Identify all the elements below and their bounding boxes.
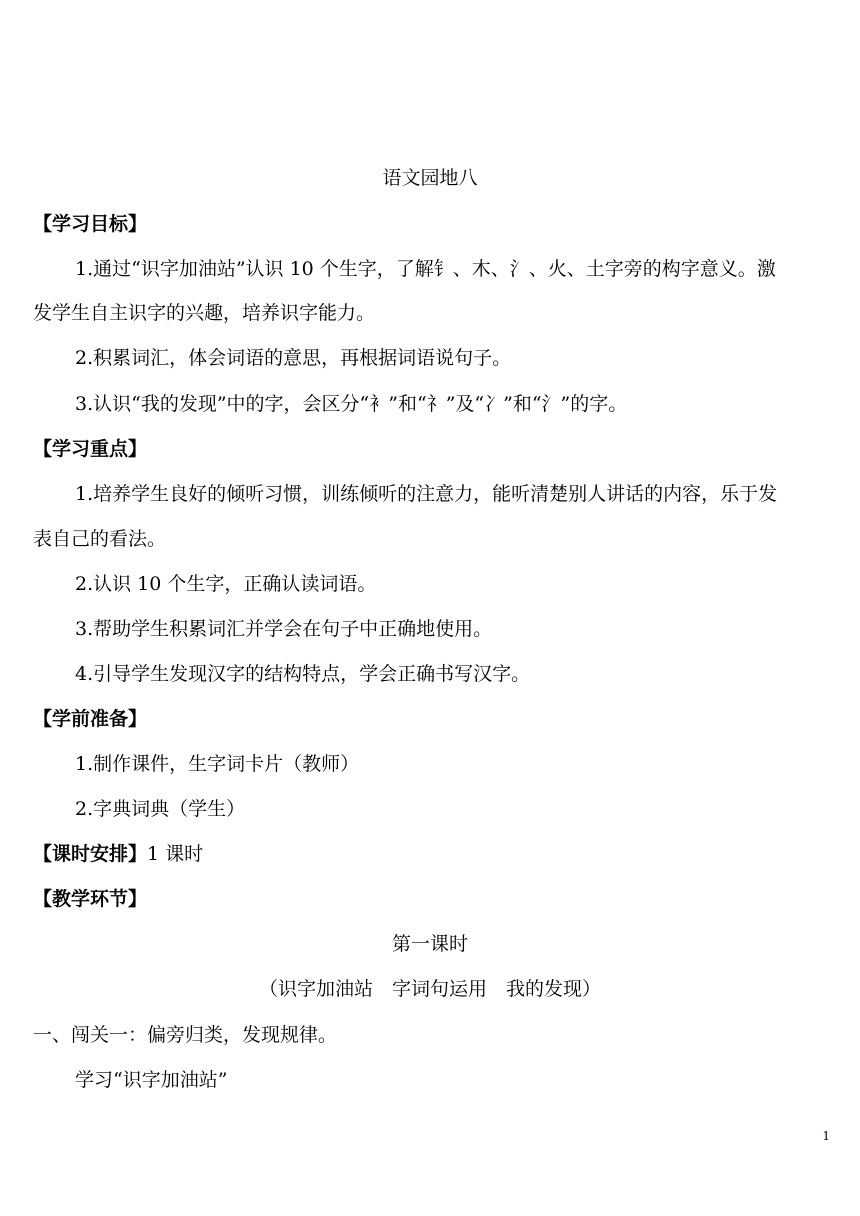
objective-2: 2.积累词汇，体会词语的意思，再根据词语说句子。 — [75, 347, 512, 369]
schedule-value: 1 课时 — [147, 843, 204, 865]
preparation-heading: 【学前准备】 — [33, 708, 148, 730]
objectives-heading: 【学习目标】 — [33, 213, 148, 235]
document-title: 语文园地八 — [382, 167, 478, 189]
focus-1-line-1: 1.培养学生良好的倾听习惯，训练倾听的注意力，能听清楚别人讲话的内容，乐于发 — [75, 483, 778, 505]
focus-1-line-2: 表自己的看法。 — [33, 528, 167, 550]
process-heading: 【教学环节】 — [33, 888, 148, 910]
lesson-title: 第一课时 — [391, 933, 468, 955]
focus-3: 3.帮助学生积累词汇并学会在句子中正确地使用。 — [75, 618, 493, 640]
schedule-line — [33, 841, 203, 867]
step-1-sub: 学习“识字加油站” — [75, 1069, 228, 1091]
focus-2: 2.认识 10 个生字，正确认读词语。 — [75, 573, 377, 595]
page-number: 1 — [822, 1129, 830, 1143]
preparation-2: 2.字典词典（学生） — [75, 798, 246, 820]
objective-1-line-2: 发学生自主识字的兴趣，培养识字能力。 — [33, 302, 376, 324]
schedule-heading: 【课时安排】 — [33, 843, 148, 865]
objective-3: 3.认识“我的发现”中的字，会区分“衤”和“礻”及“冫”和“氵”的字。 — [75, 393, 628, 415]
lesson-subtitle: （识字加油站 字词句运用 我的发现） — [258, 978, 601, 1000]
focus-4: 4.引导学生发现汉字的结构特点，学会正确书写汉字。 — [75, 663, 531, 685]
preparation-1: 1.制作课件，生字词卡片（教师） — [75, 753, 360, 775]
step-1: 一、闯关一：偏旁归类，发现规律。 — [33, 1024, 338, 1046]
focus-heading: 【学习重点】 — [33, 438, 148, 460]
objective-1-line-1: 1.通过“识字加油站”认识 10 个生字，了解钅、木、氵、火、土字旁的构字意义。激 — [75, 258, 776, 280]
